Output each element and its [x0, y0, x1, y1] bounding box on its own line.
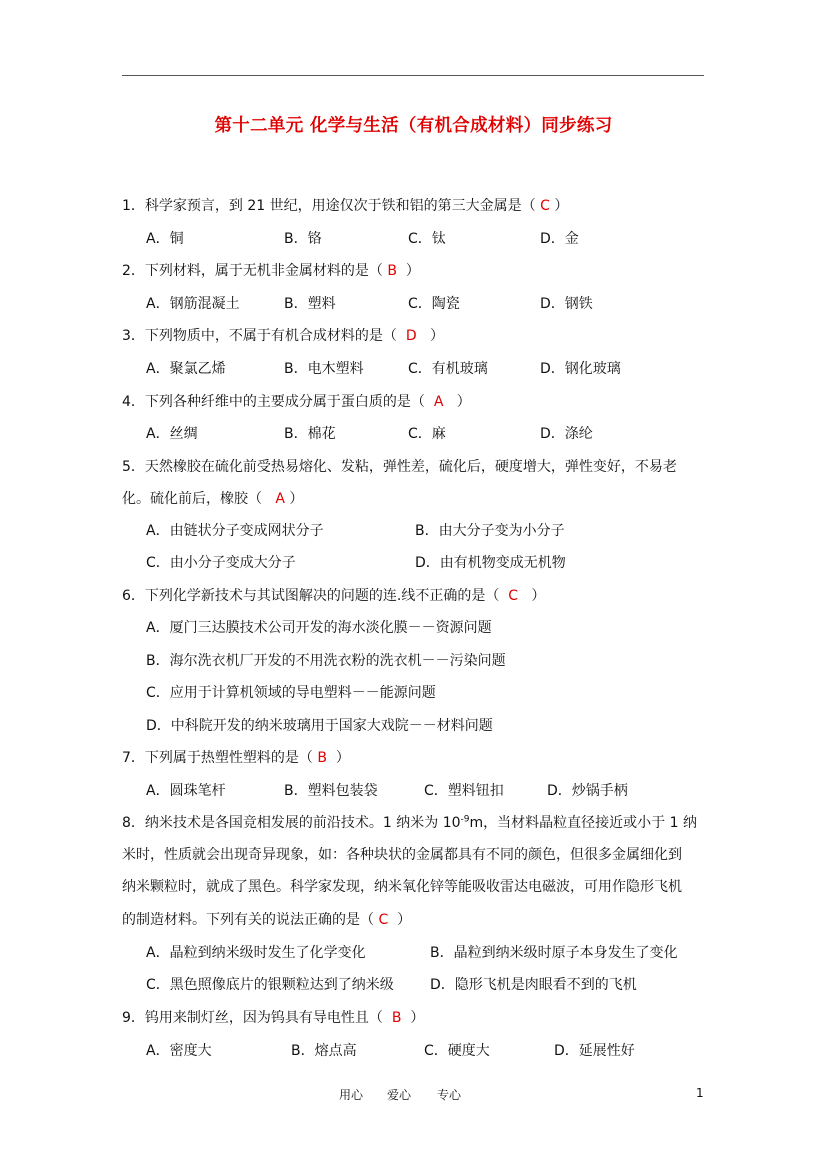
page-title: 第十二单元 化学与生活（有机合成材料）同步练习: [214, 116, 613, 136]
question-1: 1．科学家预言，到 21 世纪，用途仅次于铁和铝的第三大金属是（ C ）: [122, 198, 569, 214]
option: C．有机玻璃: [408, 361, 488, 377]
option: A．厦门三达膜技术公司开发的海水淡化膜－－资源问题: [146, 620, 492, 636]
option: C．黑色照像底片的银颗粒达到了纳米级: [146, 977, 394, 993]
question-4: 4．下列各种纤维中的主要成分属于蛋白质的是（ A ）: [122, 394, 471, 410]
option: A．丝绸: [146, 426, 198, 442]
option: A．晶粒到纳米级时发生了化学变化: [146, 945, 366, 961]
option: D．炒锅手柄: [547, 783, 628, 799]
option: A．由链状分子变成网状分子: [146, 523, 324, 539]
question-7: 7．下列属于热塑性塑料的是（ B ）: [122, 750, 350, 766]
answer-7: B: [317, 750, 327, 766]
question-9: 9．钨用来制灯丝，因为钨具有导电性且（ B ）: [122, 1010, 425, 1026]
footer-word: 专心: [437, 1088, 462, 1102]
option: C．硬度大: [424, 1043, 490, 1059]
option: B．晶粒到纳米级时原子本身发生了变化: [430, 945, 678, 961]
question-3: 3．下列物质中，不属于有机合成材料的是（ D ）: [122, 328, 444, 344]
option: A．聚氯乙烯: [146, 361, 226, 377]
option: B．塑料包装袋: [284, 783, 378, 799]
option: A．圆珠笔杆: [146, 783, 226, 799]
option: D．由有机物变成无机物: [415, 555, 566, 571]
option: B．电木塑料: [284, 361, 364, 377]
option: D．延展性好: [554, 1043, 635, 1059]
option: D．钢化玻璃: [540, 361, 621, 377]
question-8-line-1: 8．纳米技术是各国竞相发展的前沿技术。1 纳米为 $10^{-9}m$，当材料晶粒直径接近或小于 1 纳: [122, 814, 697, 831]
header-rule: [122, 75, 704, 76]
option: B．铬: [284, 231, 322, 247]
question-8-line-3: 纳米颗粒时，就成了黑色。科学家发现，纳米氧化锌等能吸收雷达电磁波，可用作隐形飞机: [122, 879, 682, 895]
question-8: 的制造材料。下列有关的说法正确的是（ C ）: [122, 912, 412, 928]
option: A．密度大: [146, 1043, 212, 1059]
answer-8: C: [378, 912, 389, 928]
option: B．熔点高: [291, 1043, 357, 1059]
option: A．钢筋混凝土: [146, 296, 240, 312]
footer-word: 爱心: [387, 1088, 412, 1102]
page-number: 1: [696, 1086, 704, 1100]
question-6: 6．下列化学新技术与其试图解决的问题的连.线不正确的是（ C ）: [122, 588, 546, 604]
answer-2: B: [387, 263, 397, 279]
option: C．陶瓷: [408, 296, 460, 312]
answer-4: A: [433, 394, 444, 410]
option: B．由大分子变为小分子: [415, 523, 565, 539]
option: A．铜: [146, 231, 184, 247]
option: D．金: [540, 231, 579, 247]
option: D．隐形飞机是肉眼看不到的飞机: [430, 977, 637, 993]
option: C．塑料钮扣: [424, 783, 504, 799]
option: D．涤纶: [540, 426, 593, 442]
question-8-line-2: 米时，性质就会出现奇异现象，如：各种块状的金属都具有不同的颜色，但很多金属细化到: [122, 847, 682, 863]
footer-word: 用心: [339, 1088, 364, 1102]
option: C．麻: [408, 426, 446, 442]
answer-3: D: [405, 328, 417, 344]
option: D．中科院开发的纳米玻璃用于国家大戏院－－材料问题: [146, 718, 493, 734]
option: C．钛: [408, 231, 446, 247]
question-5-line-1: 5．天然橡胶在硫化前受热易熔化、发粘，弹性差，硫化后，硬度增大，弹性变好，不易老: [122, 459, 677, 475]
answer-1: C: [540, 198, 550, 214]
question-2: 2．下列材料，属于无机非金属材料的是（ B ）: [122, 263, 420, 279]
answer-9: B: [391, 1010, 402, 1026]
option: B．海尔洗衣机厂开发的不用洗衣粉的洗衣机－－污染问题: [146, 653, 506, 669]
answer-5: A: [275, 491, 285, 507]
option: B．塑料: [284, 296, 336, 312]
answer-6: C: [508, 588, 519, 604]
option: C．应用于计算机领域的导电塑料－－能源问题: [146, 685, 436, 701]
option: B．棉花: [284, 426, 336, 442]
question-5: 化。硫化前后，橡胶（ A ）: [122, 491, 304, 507]
option: C．由小分子变成大分子: [146, 555, 296, 571]
option: D．钢铁: [540, 296, 593, 312]
